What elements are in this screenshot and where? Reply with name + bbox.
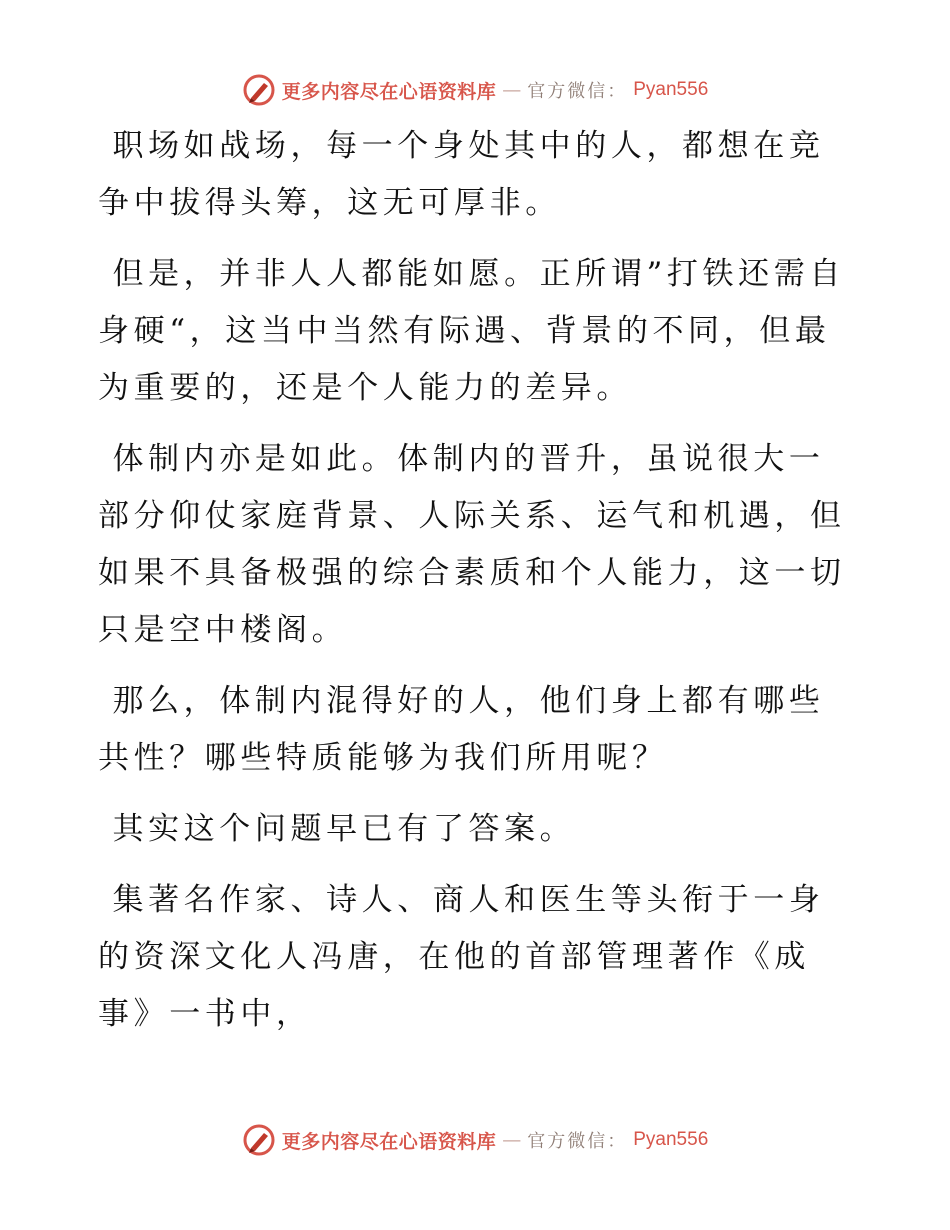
footer-watermark — [0, 1120, 950, 1160]
watermark-brand: 更多内容尽在心语资料库 — [281, 1130, 497, 1153]
paragraph: 集著名作家、诗人、商人和医生等头衔于一身的资深文化人冯唐，在他的首部管理著作《成事》一书中， — [98, 882, 825, 1032]
watermark-separator: — — [502, 1129, 522, 1151]
watermark-brand: 更多内容尽在心语资料库 — [281, 80, 497, 103]
watermark-wechat-id: Pyan556 — [633, 1129, 709, 1150]
header-watermark — [0, 70, 950, 110]
paragraph: 体制内亦是如此。体制内的晋升，虽说很大一部分仰仗家庭背景、人际关系、运气和机遇，但如果不具备极强的综合素质和个人能力，这一切只是空中楼阁。 — [98, 441, 846, 648]
paragraph: 那么，体制内混得好的人，他们身上都有哪些共性？哪些特质能够为我们所用呢？ — [98, 683, 825, 776]
watermark-wechat-id: Pyan556 — [633, 79, 709, 100]
paragraph: 其实这个问题早已有了答案。 — [98, 811, 576, 847]
paragraph: 但是，并非人人都能如愿。正所谓”打铁还需自身硬“，这当中当然有际遇、背景的不同，但最为重要的，还是个人能力的差异。 — [98, 256, 845, 406]
pen-logo-icon — [242, 73, 276, 107]
watermark-wechat-label: 官方微信： — [527, 81, 628, 102]
watermark-wechat-label: 官方微信： — [527, 1131, 628, 1152]
paragraph: 职场如战场，每一个身处其中的人，都想在竞争中拔得头筹，这无可厚非。 — [98, 128, 825, 221]
pen-logo-icon — [242, 1123, 276, 1157]
watermark-separator: — — [502, 79, 522, 101]
article-body — [98, 118, 858, 1057]
